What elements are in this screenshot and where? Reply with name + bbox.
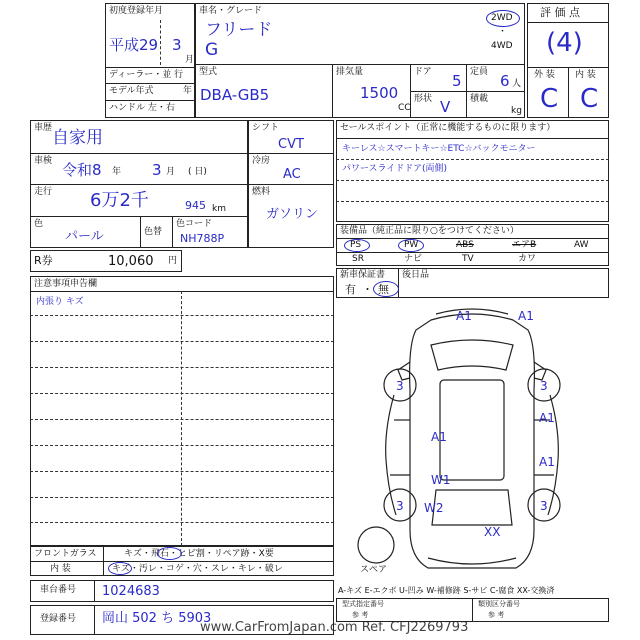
later-label: 後日品 — [402, 270, 430, 280]
shaken-day: ( 日) — [188, 167, 207, 177]
drive-4wd: 4WD — [491, 41, 513, 51]
shape: V — [440, 98, 451, 116]
fuel-label: 燃料 — [252, 187, 271, 197]
class-cert-label: 類別区分番号 — [478, 600, 520, 608]
mark-front-right: A1 — [518, 309, 534, 323]
car-name-label: 車名・グレード — [199, 6, 263, 16]
front-glass-circle — [157, 547, 182, 560]
ac-label: 冷房 — [252, 156, 271, 166]
equip-leather: カワ — [518, 254, 537, 264]
fuel: ガソリン — [266, 207, 319, 222]
chassis-label: 車台番号 — [40, 585, 77, 595]
mark-wheel-fl: 3 — [396, 379, 404, 393]
shift: CVT — [278, 137, 304, 152]
shaken-year-unit: 年 — [112, 167, 122, 177]
exterior-score: C — [540, 84, 559, 114]
load-unit: kg — [511, 106, 522, 116]
equip-tv: TV — [462, 254, 474, 264]
equip-abs: ABS — [456, 240, 474, 250]
equipment-title: 装備品（純正品に限り○をつけてください） — [340, 226, 519, 236]
load-label: 積載 — [470, 94, 489, 104]
capacity: 6 — [500, 72, 510, 90]
damage-legend: A-キズ E-エクボ U-凹み W-補修跡 S-サビ C-腐食 XX-交換済 — [338, 586, 555, 595]
mark-wheel-rl: 3 — [396, 499, 404, 513]
model-year-label: モデル年式 — [109, 86, 154, 96]
interior-items: キズ・汚レ・コゲ・穴・スレ・キレ・破レ — [112, 564, 283, 574]
type-cert-label: 型式指定番号 — [342, 600, 384, 608]
car-diagram — [336, 300, 609, 585]
shape-label: 形状 — [414, 94, 433, 104]
recycle-block — [30, 250, 182, 272]
warranty-sep: ・ — [362, 283, 373, 296]
color-code-label: 色コード — [176, 219, 213, 229]
door-label: ドア — [414, 67, 432, 77]
recycle-label: R券 — [34, 254, 53, 267]
mileage-unit: km — [212, 204, 226, 214]
mark-left-rear: W1 — [431, 473, 451, 487]
car-name: フリード — [205, 20, 273, 40]
car-grade: G — [205, 40, 219, 60]
interior-score: C — [580, 84, 599, 114]
equip-navi: ナビ — [404, 254, 423, 264]
color-swap-label: 色替 — [144, 227, 163, 237]
sales-line-2: パワースライドドア(両側) — [342, 164, 448, 174]
displacement: 1500 — [360, 84, 399, 102]
mark-left-quarter: W2 — [424, 501, 444, 515]
displacement-unit: CC — [398, 103, 411, 113]
spare-label: スペア — [360, 565, 388, 575]
mark-front-left: A1 — [456, 309, 472, 323]
mark-right-rear: A1 — [539, 455, 555, 469]
displacement-label: 排気量 — [336, 67, 364, 77]
score-value: (4) — [546, 28, 583, 58]
handle-label: ハンドル 左・右 — [109, 103, 175, 113]
shift-label: シフト — [252, 123, 280, 133]
warranty-yes: 有 — [345, 283, 356, 296]
equip-aw: AW — [574, 240, 589, 250]
drive-dot: ・ — [498, 27, 508, 37]
equip-pw: PW — [404, 240, 419, 250]
warranty-label: 新車保証書 — [340, 270, 386, 280]
equip-airbag: エアB — [512, 240, 537, 250]
color-code: NH788P — [180, 232, 225, 245]
recycle-value: 10,060 — [108, 254, 154, 269]
color: パール — [65, 229, 104, 244]
mark-rear: XX — [484, 525, 501, 539]
capacity-unit: 人 — [512, 79, 522, 89]
mileage-label: 走行 — [34, 187, 53, 197]
interior-circle — [108, 562, 132, 575]
type-cert-ref: 参 考 — [352, 611, 369, 619]
watermark: www.CarFromJapan.com Ref. CFJ2269793 — [200, 620, 469, 635]
mark-wheel-rr: 3 — [540, 499, 548, 513]
mark-right-front: A1 — [539, 411, 555, 425]
use: 自家用 — [52, 128, 103, 148]
front-glass-label: フロントガラス — [34, 549, 97, 559]
equip-ps: PS — [350, 240, 362, 250]
ac: AC — [283, 167, 301, 182]
mark-left-door: A1 — [431, 430, 447, 444]
score-label: 評 価 点 — [540, 6, 580, 19]
equip-ps-circle — [344, 239, 370, 252]
first-reg-month-unit: 月 — [185, 55, 195, 65]
warranty-no: 無 — [378, 283, 389, 296]
sales-title: セールスポイント（正常に機能するものに限ります） — [340, 123, 556, 133]
plate-label: 登録番号 — [40, 614, 77, 624]
door: 5 — [452, 72, 462, 90]
use-label: 車歴 — [34, 123, 53, 133]
notes-title: 注意事項申告欄 — [34, 279, 98, 289]
type-label: 型式 — [199, 67, 218, 77]
first-reg-label: 初度登録年月 — [109, 6, 164, 16]
recycle-unit: 円 — [168, 256, 178, 266]
color-label: 色 — [34, 219, 44, 229]
front-glass-items: キズ・飛石・ヒビ割・リペア跡・X要 — [124, 549, 274, 559]
interior-items-label: 内 装 — [50, 564, 71, 574]
interior-label: 内 装 — [575, 70, 596, 80]
dealer-label: ディーラー・並 行 — [109, 70, 184, 80]
warranty-no-circle — [373, 281, 399, 297]
car-type: DBA-GB5 — [200, 86, 270, 104]
mileage-big: 6万2千 — [90, 190, 149, 211]
notes-block — [30, 276, 334, 546]
notes-line-1: 内張り キズ — [36, 297, 84, 307]
sales-line-1: キーレス☆スマートキー☆ETC☆バックモニター — [342, 144, 536, 154]
chassis-number: 1024683 — [102, 584, 160, 599]
shaken-month-unit: 月 — [166, 167, 176, 177]
first-reg-month: 3 — [172, 36, 182, 54]
first-reg-era: 平成29 — [109, 36, 159, 54]
class-cert-ref: 参 考 — [488, 611, 505, 619]
capacity-label: 定員 — [470, 67, 489, 77]
plate-number: 岡山 502 ち 5903 — [102, 611, 212, 626]
shaken-month: 3 — [152, 161, 162, 179]
equip-sr: SR — [352, 254, 364, 264]
mark-wheel-fr: 3 — [540, 379, 548, 393]
model-year-unit: 年 — [183, 86, 193, 96]
equip-pw-circle — [398, 239, 424, 252]
shaken-label: 車検 — [34, 156, 53, 166]
shaken-era: 令和8 — [62, 161, 102, 179]
exterior-label: 外 装 — [534, 70, 555, 80]
drive-2wd: 2WD — [491, 13, 513, 23]
mileage-small: 945 — [185, 199, 206, 212]
